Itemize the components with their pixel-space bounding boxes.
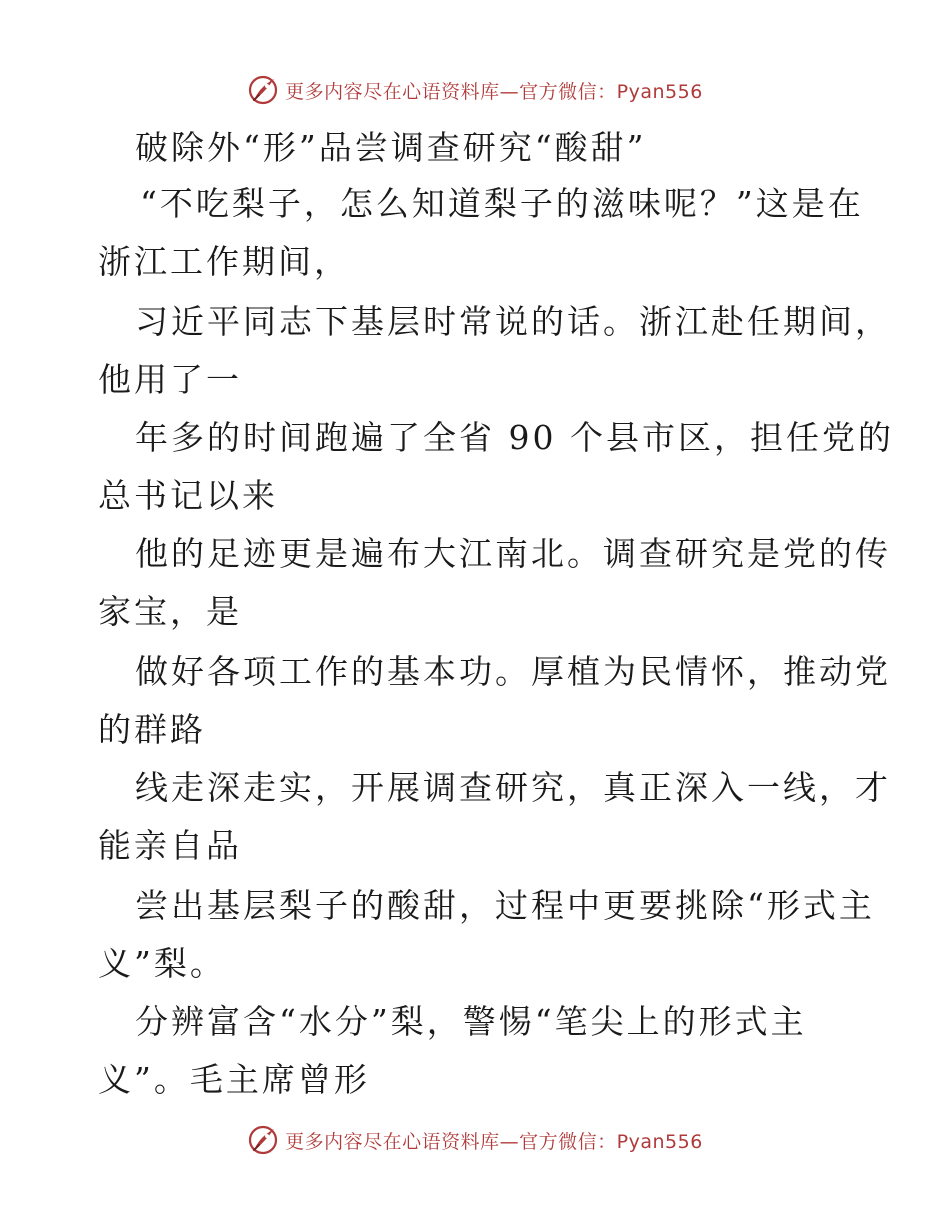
paragraph-line: 做好各项工作的基本功。厚植为民情怀，推动党 [135,652,891,691]
header-banner-text: 更多内容尽在心语资料库—官方微信：Pyan556 [285,80,703,103]
paragraph-line: 家宝，是 [98,592,242,631]
document-title: 破除外“形”品尝调查研究“酸甜” [135,128,647,167]
paragraph-line: 义”。毛主席曾形 [98,1060,370,1099]
paragraph-line: 线走深走实，开展调查研究，真正深入一线，才 [135,768,891,807]
paragraph-line: 义”梨。 [98,944,226,983]
feather-pen-logo-icon [247,74,279,106]
paragraph-line: 的群路 [98,710,206,749]
feather-pen-logo-icon [247,1124,279,1156]
paragraph-line: 浙江工作期间， [98,242,350,281]
paragraph-line: 他用了一 [98,360,242,399]
paragraph-line: 尝出基层梨子的酸甜，过程中更要挑除“形式主 [135,886,875,925]
paragraph-line: 能亲自品 [98,826,242,865]
header-banner [0,70,950,110]
paragraph-line: 年多的时间跑遍了全省 90 个县市区，担任党的 [135,418,894,457]
paragraph-line: 他的足迹更是遍布大江南北。调查研究是党的传 [135,534,891,573]
footer-banner [0,1120,950,1160]
paragraph-line: 总书记以来 [98,476,278,515]
paragraph-line: 习近平同志下基层时常说的话。浙江赴任期间， [135,302,891,341]
paragraph-line: “不吃梨子，怎么知道梨子的滋味呢？”这是在 [140,184,864,223]
footer-banner-text: 更多内容尽在心语资料库—官方微信：Pyan556 [285,1130,703,1153]
paragraph-line: 分辨富含“水分”梨，警惕“笔尖上的形式主 [135,1002,807,1041]
